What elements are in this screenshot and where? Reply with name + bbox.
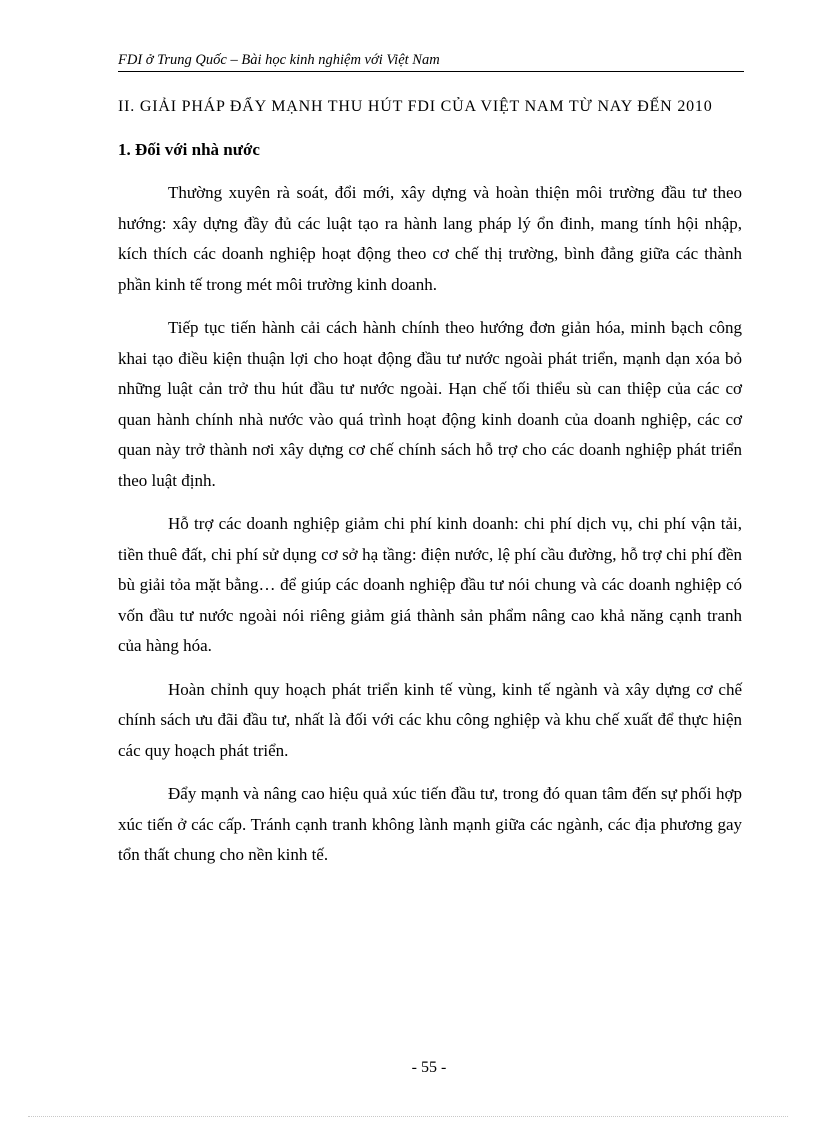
page-number: - 55 - (411, 1059, 447, 1076)
page-body (118, 92, 742, 871)
body-paragraph-2: Tiếp tục tiến hành cải cách hành chính theo hướng đơn giản hóa, minh bạch công khai tạo điều kiện thuận lợi cho hoạt động đầu tư nước ngoài phát triển, mạnh dạn xóa bỏ những luật cản trở thu hút đầu tư nước ngoài. Hạn chế tối thiểu sù can thiệp của các cơ quan hành chính nhà nước vào quá trình hoạt động kinh doanh của doanh nghiệp, các cơ quan này trở thành nơi xây dựng cơ chế chính sách hỗ trợ cho các doanh nghiệp phát triển theo luật định. (118, 318, 742, 490)
subsection-title: 1. Đối với nhà nước (118, 140, 260, 159)
body-paragraph-4: Hoàn chỉnh quy hoạch phát triển kinh tế vùng, kinh tế ngành và xây dựng cơ chế chính sách ưu đãi đầu tư, nhất là đối với các khu công nghiệp và khu chế xuất để thực hiện các quy hoạch phát triển. (118, 679, 742, 760)
body-paragraph-5: Đẩy mạnh và nâng cao hiệu quả xúc tiến đầu tư, trong đó quan tâm đến sự phối hợp xúc tiến ở các cấp. Tránh cạnh tranh không lành mạnh giữa các ngành, các địa phương gay tổn thất chung cho nền kinh tế. (118, 784, 742, 864)
body-paragraph-1: Thường xuyên rà soát, đổi mới, xây dựng và hoàn thiện môi trường đầu tư theo hướng: xây dựng đầy đủ các luật tạo ra hành lang pháp lý ổn đinh, mang tính hội nhập, kích thích các doanh nghiệp hoạt động theo cơ chế thị trường, bình đẳng giữa các thành phần kinh tế trong mét môi trường kinh doanh. (118, 183, 742, 294)
running-header-title: FDI ở Trung Quốc – Bài học kinh nghiệm với Việt Nam (118, 52, 440, 68)
running-header (118, 50, 744, 72)
body-paragraph-3: Hỗ trợ các doanh nghiệp giảm chi phí kinh doanh: chi phí dịch vụ, chi phí vận tải, tiền thuê đất, chi phí sử dụng cơ sở hạ tầng: điện nước, lệ phí cầu đường, hỗ trợ chi phí đền bù giải tỏa mặt bằng… để giúp các doanh nghiệp đầu tư nói chung và các doanh nghiệp có vốn đầu tư nước ngoài nói riêng giảm giá thành sản phẩm nâng cao khả năng cạnh tranh của hàng hóa. (118, 514, 742, 655)
page-end-divider (28, 1116, 788, 1117)
section-title: II. GIẢI PHÁP ĐẨY MẠNH THU HÚT FDI CỦA VIỆT NAM TỪ NAY ĐẾN 2010 (118, 98, 713, 115)
